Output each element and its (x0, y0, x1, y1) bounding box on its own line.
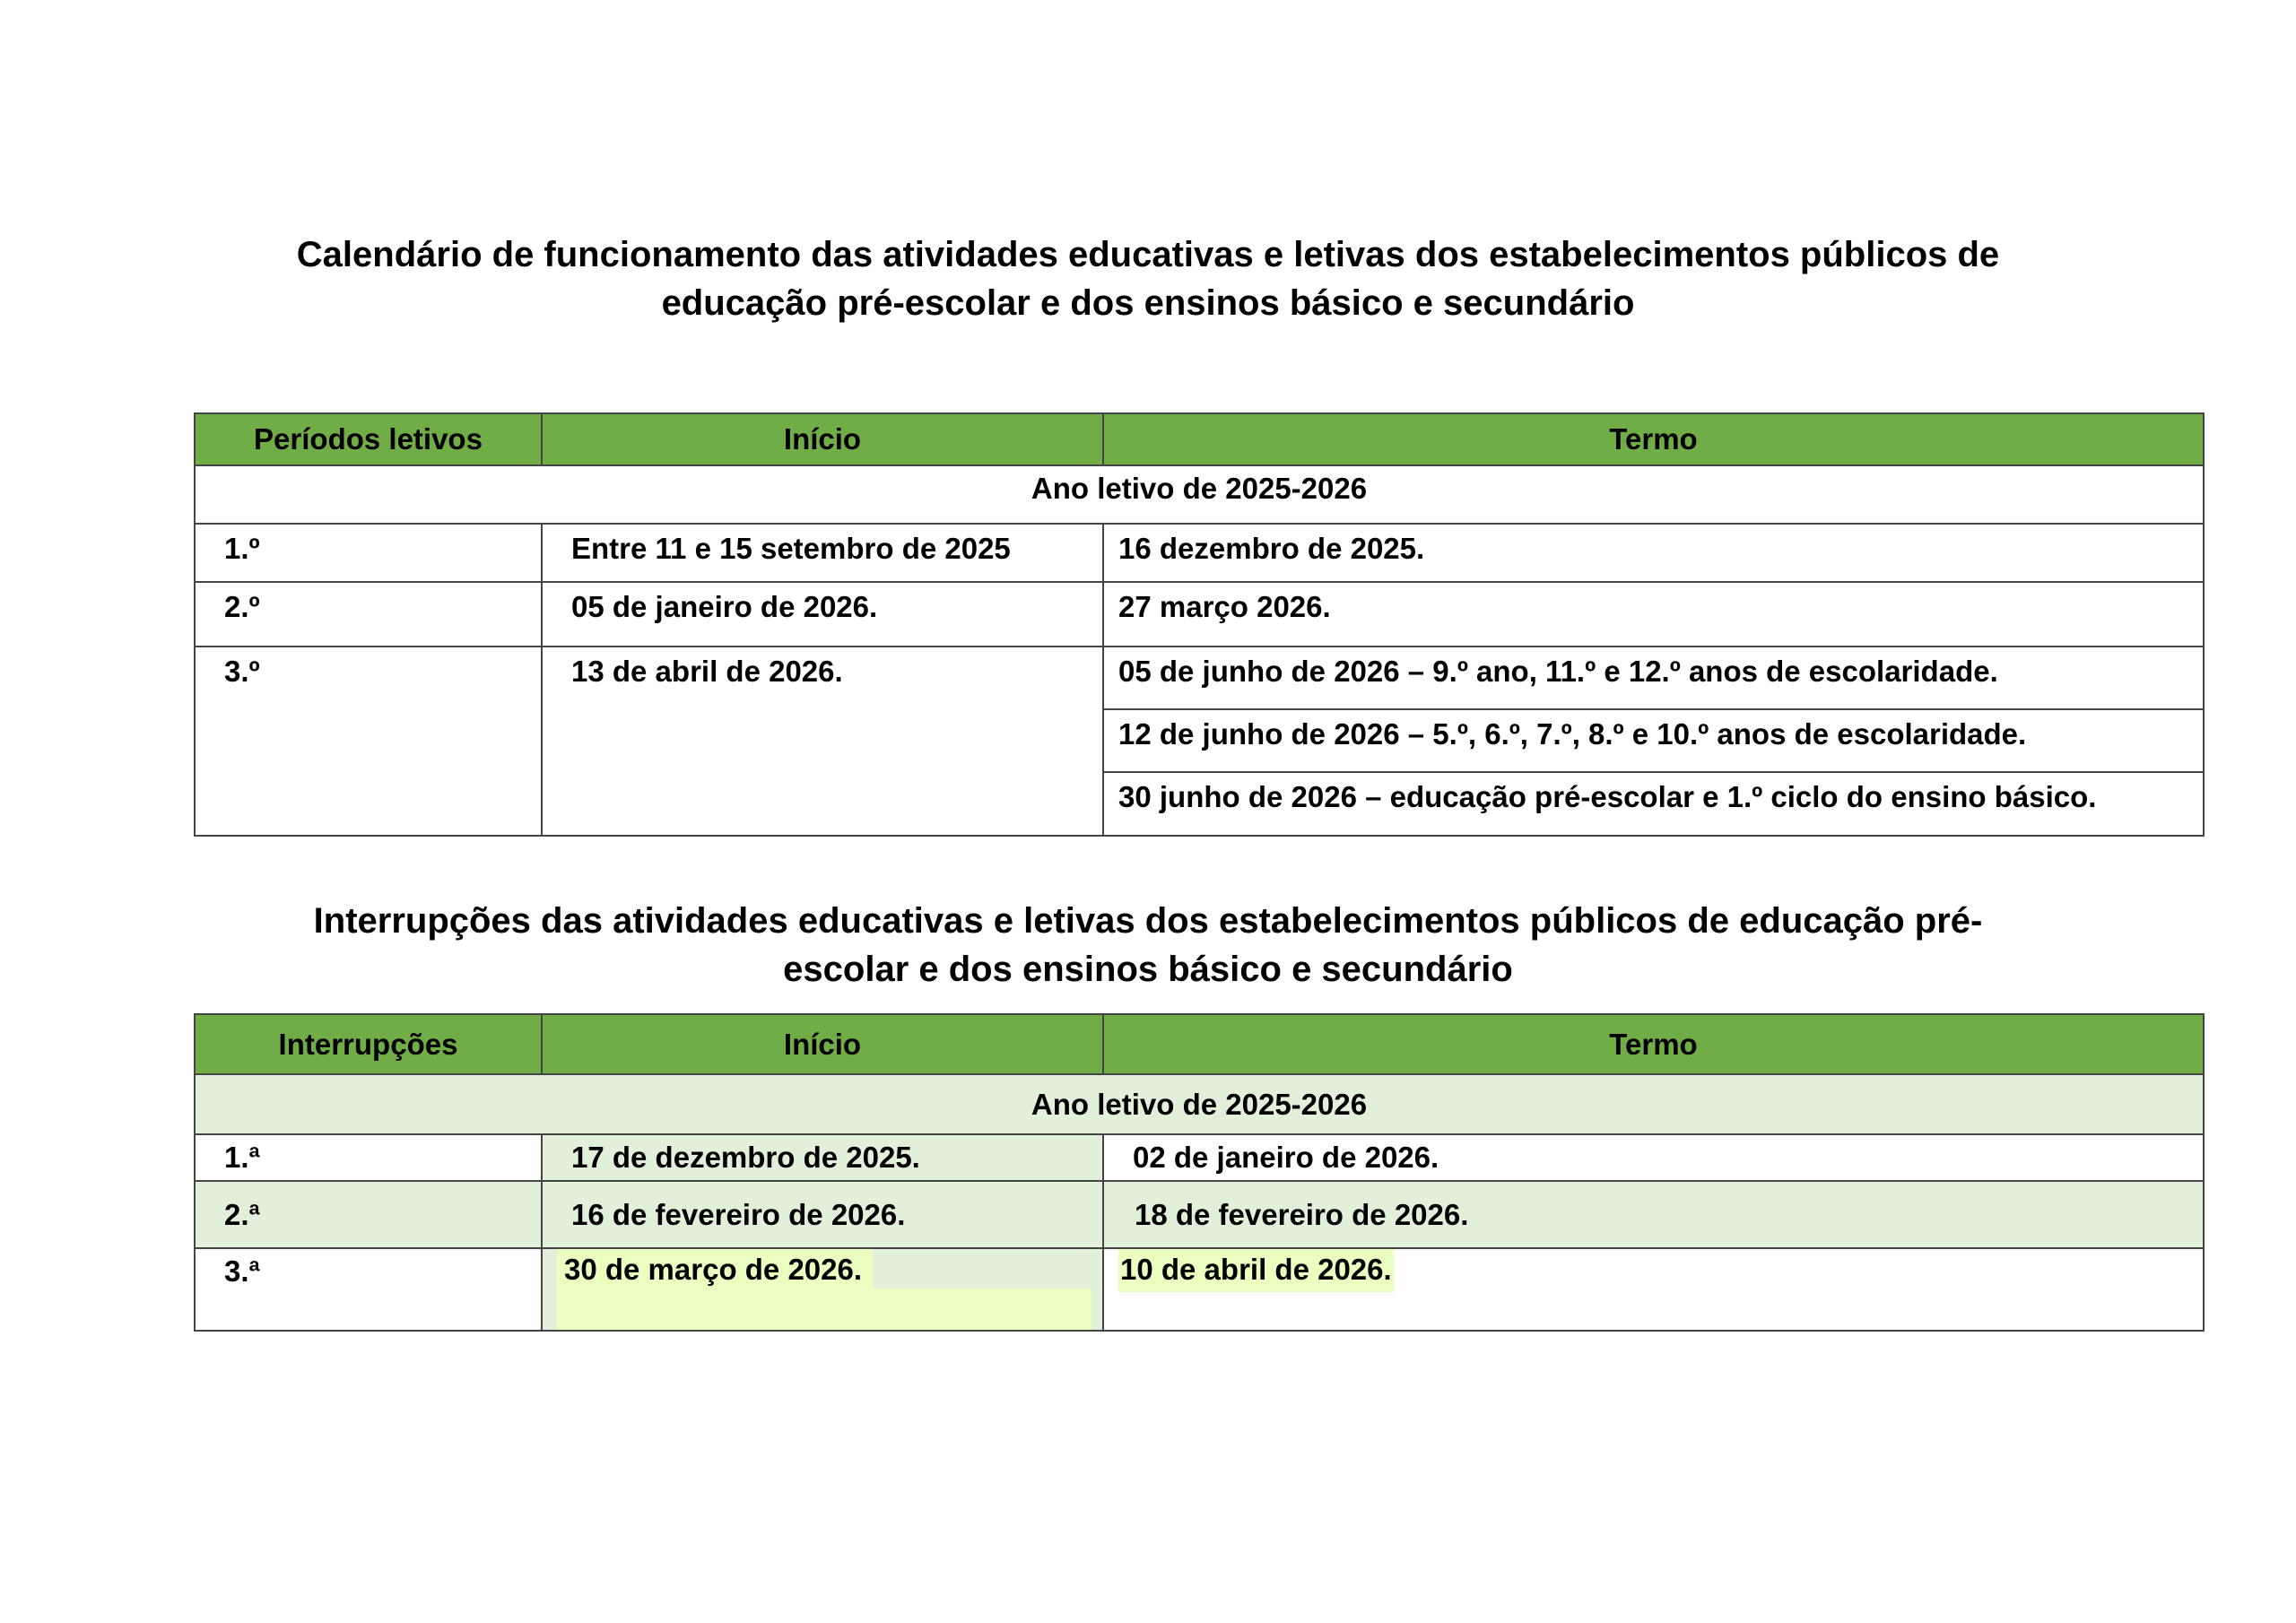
period-cell: 1.º (195, 524, 542, 582)
calendar-title (0, 230, 2296, 327)
end-highlighted: 10 de abril de 2026. (1118, 1249, 1394, 1292)
end-cell (1103, 1248, 2204, 1331)
end-cell: 02 de janeiro de 2026. (1103, 1134, 2204, 1181)
end-cell: 16 dezembro de 2025. (1103, 524, 2204, 582)
period-cell: 2.º (195, 582, 542, 647)
table-header-row (195, 413, 2204, 465)
interruptions-title (0, 897, 2296, 994)
header-end: Termo (1103, 1014, 2204, 1074)
year-label: Ano letivo de 2025-2026 (195, 465, 2204, 524)
period-cell: 3.º (195, 647, 542, 836)
start-cell: 13 de abril de 2026. (542, 647, 1103, 836)
period-cell: 1.ª (195, 1134, 542, 1181)
period-cell: 3.ª (195, 1248, 542, 1331)
year-label: Ano letivo de 2025-2026 (195, 1074, 2204, 1134)
header-end: Termo (1103, 413, 2204, 465)
calendar-title-line2: educação pré-escolar e dos ensinos básico e secundário (661, 283, 1635, 323)
header-interruptions: Interrupções (195, 1014, 542, 1074)
end-cell: 05 de junho de 2026 – 9.º ano, 11.º e 12.º anos de escolaridade. (1103, 647, 2204, 709)
header-start: Início (542, 1014, 1103, 1074)
table-row (195, 647, 2204, 709)
start-cell: Entre 11 e 15 setembro de 2025 (542, 524, 1103, 582)
end-cell: 18 de fevereiro de 2026. (1103, 1181, 2204, 1248)
table-row (195, 1248, 2204, 1331)
period-cell: 2.ª (195, 1181, 542, 1248)
table-row (195, 582, 2204, 647)
end-cell: 30 junho de 2026 – educação pré-escolar e 1.º ciclo do ensino básico. (1103, 772, 2204, 836)
table-row (195, 1134, 2204, 1181)
calendar-title-line1: Calendário de funcionamento das atividades educativas e letivas dos estabelecimentos públicos de (296, 235, 2000, 274)
table-header-row (195, 1014, 2204, 1074)
start-cell: 05 de janeiro de 2026. (542, 582, 1103, 647)
year-row (195, 465, 2204, 524)
start-highlighted: 30 de março de 2026. (557, 1249, 873, 1292)
start-cell: 16 de fevereiro de 2026. (542, 1181, 1103, 1248)
year-row (195, 1074, 2204, 1134)
interruptions-table (194, 1013, 2205, 1332)
interruptions-title-line1: Interrupções das atividades educativas e letivas dos estabelecimentos públicos de educação pré- (313, 901, 1983, 941)
table-row (195, 524, 2204, 582)
header-periods: Períodos letivos (195, 413, 542, 465)
start-cell: 17 de dezembro de 2025. (542, 1134, 1103, 1181)
end-cell: 27 março 2026. (1103, 582, 2204, 647)
calendar-table (194, 412, 2205, 837)
start-cell (542, 1248, 1103, 1331)
table-row (195, 1181, 2204, 1248)
interruptions-title-line2: escolar e dos ensinos básico e secundário (783, 950, 1513, 989)
end-cell: 12 de junho de 2026 – 5.º, 6.º, 7.º, 8.º e 10.º anos de escolaridade. (1103, 709, 2204, 772)
header-start: Início (542, 413, 1103, 465)
